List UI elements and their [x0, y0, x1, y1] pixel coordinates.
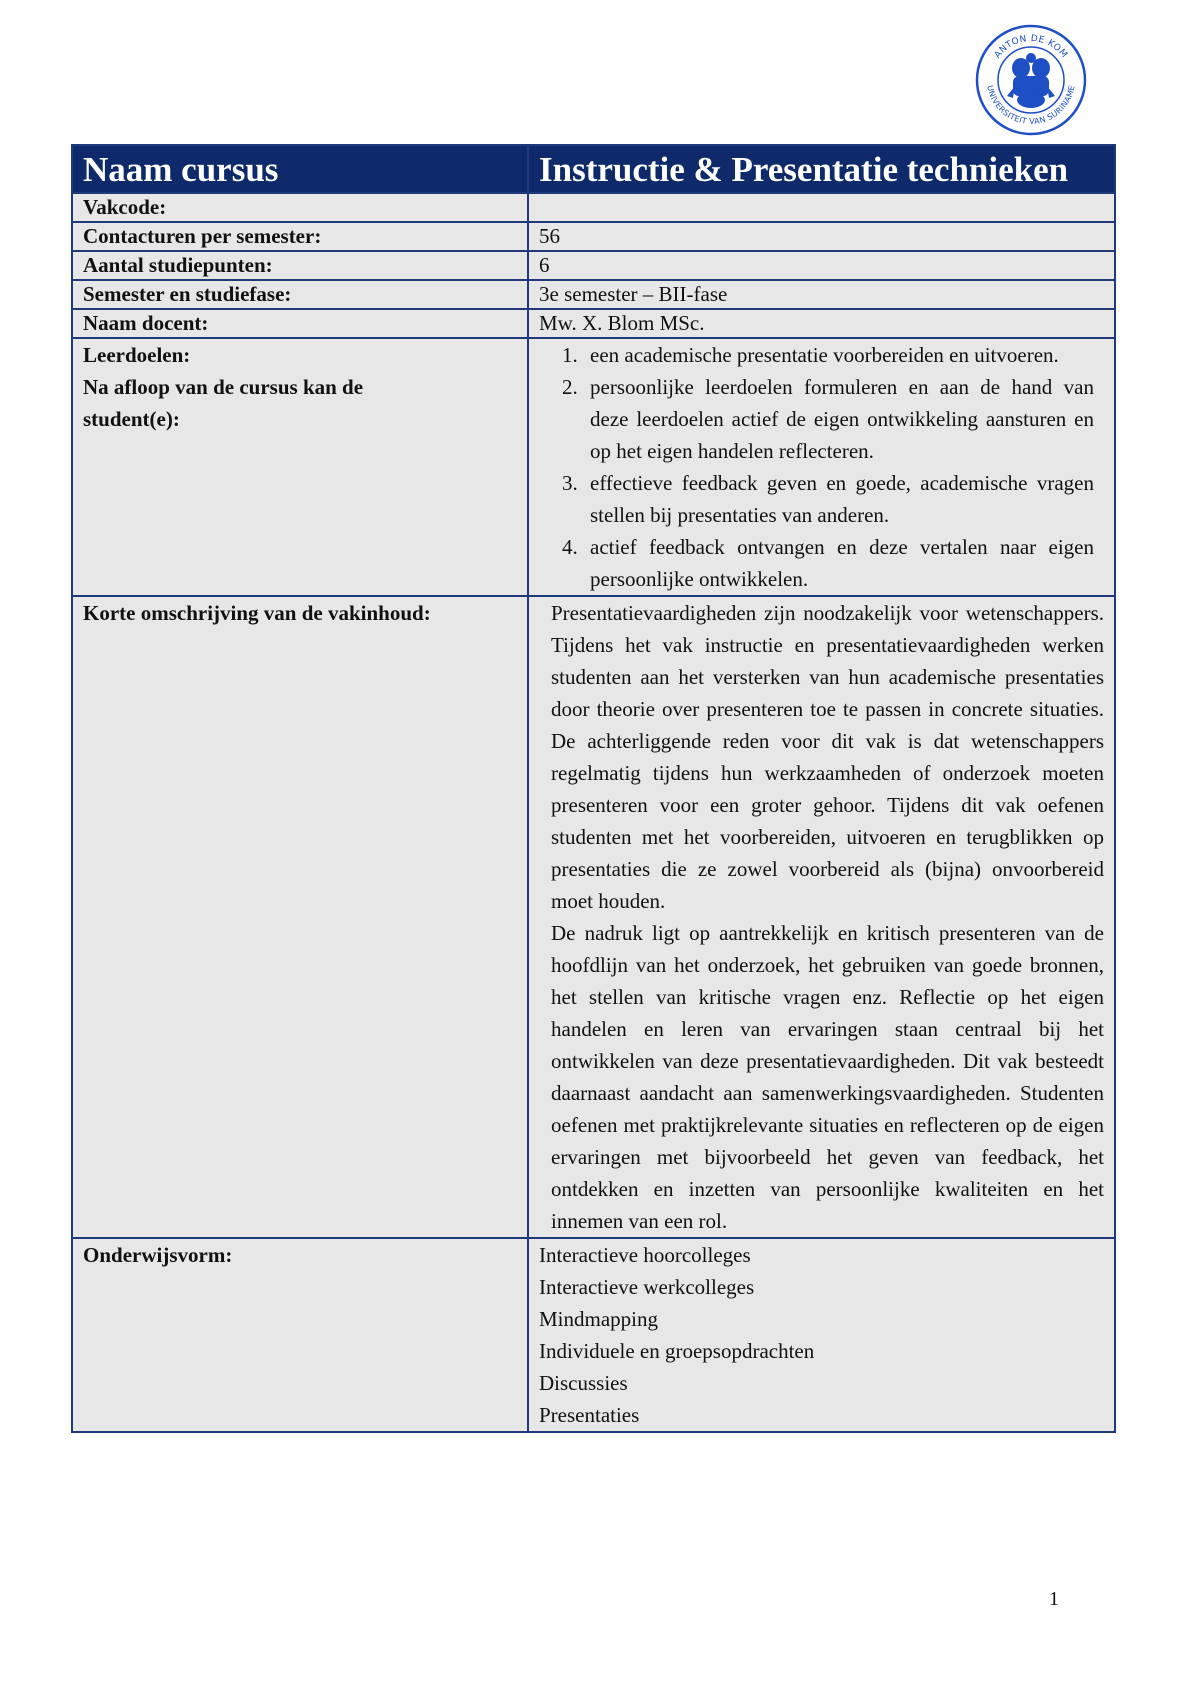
onderwijsvorm-label: Onderwijsvorm: [72, 1238, 528, 1432]
leerdoelen-list [539, 339, 1094, 595]
table-row [72, 309, 1115, 338]
list-item: een academische presentatie voorbereiden en uitvoeren. [590, 343, 1059, 367]
docent-value: Mw. X. Blom MSc. [528, 309, 1115, 338]
table-header-row [72, 145, 1115, 193]
studiepunten-label: Aantal studiepunten: [72, 251, 528, 280]
semester-label: Semester en studiefase: [72, 280, 528, 309]
list-item: persoonlijke leerdoelen formuleren en aan de hand van deze leerdoelen actief de eigen ontwikkeling aansturen en op het eigen handelen reflecteren. [590, 375, 1094, 463]
omschrijving-paragraph-1: Presentatievaardigheden zijn noodzakelijk voor wetenschappers. Tijdens het vak instructie en presentatievaardigheden werken studenten aan het versterken van hun academische presentaties door theorie over presenteren toe te passen in concrete situaties. De achterliggende reden voor dit vak is dat wetenschappers regelmatig tijdens hun werkzaamheden of onderzoek moeten presenteren voor een groter gehoor. Tijdens dit vak oefenen studenten met het voorbereiden, uitvoeren en terugblikken op presentaties die ze zowel voorbereid als (bijna) onvoorbereid moet houden. [551, 601, 1104, 913]
list-item: effectieve feedback geven en goede, academische vragen stellen bij presentaties van anderen. [590, 471, 1094, 527]
omschrijving-label: Korte omschrijving van de vakinhoud: [72, 596, 528, 1238]
vakcode-label: Vakcode: [72, 193, 528, 222]
contacturen-label: Contacturen per semester: [72, 222, 528, 251]
table-row [72, 251, 1115, 280]
table-row [72, 338, 1115, 596]
list-item: Mindmapping [539, 1307, 658, 1331]
vakcode-value [528, 193, 1115, 222]
omschrijving-cell [528, 596, 1115, 1238]
table-row [72, 280, 1115, 309]
course-name-label: Naam cursus [72, 145, 528, 193]
leerdoelen-cell [528, 338, 1115, 596]
table-row [72, 596, 1115, 1238]
list-item: Interactieve hoorcolleges [539, 1243, 751, 1267]
university-seal-logo [975, 24, 1087, 136]
studiepunten-value: 6 [528, 251, 1115, 280]
list-item: Individuele en groepsopdrachten [539, 1339, 815, 1363]
course-name-value: Instructie & Presentatie technieken [528, 145, 1115, 193]
course-info-table [71, 144, 1116, 1433]
list-item: actief feedback ontvangen en deze vertalen naar eigen persoonlijke ontwikkelen. [590, 535, 1094, 591]
list-item: Interactieve werkcolleges [539, 1275, 755, 1299]
docent-label: Naam docent: [72, 309, 528, 338]
page-number: 1 [1049, 1588, 1059, 1610]
leerdoelen-sublabel: Na afloop van de cursus kan de student(e): [83, 375, 364, 431]
onderwijsvorm-list [528, 1238, 1115, 1432]
leerdoelen-label: Leerdoelen: [83, 343, 191, 367]
seal-bottom-text: UNIVERSITEIT VAN SURINAME [985, 84, 1077, 127]
table-row [72, 222, 1115, 251]
omschrijving-paragraph-2: De nadruk ligt op aantrekkelijk en kritisch presenteren van de hoofdlijn van het onderzoek, het gebruiken van goede bronnen, het stellen van kritische vragen enz. Reflectie op het eigen handelen en leren van ervaringen staan centraal bij het ontwikkelen van deze presentatievaardigheden. Dit vak besteedt daarnaast aandacht aan samenwerkingsvaardigheden. Studenten oefenen met praktijkrelevante situaties en reflecteren op de eigen ervaringen met bijvoorbeeld het geven van feedback, het ontdekken en inzetten van persoonlijke kwaliteiten en het innemen van een rol. [551, 921, 1104, 1233]
semester-value: 3e semester – BII-fase [528, 280, 1115, 309]
contacturen-value: 56 [528, 222, 1115, 251]
list-item: Presentaties [539, 1403, 640, 1427]
list-item: Discussies [539, 1371, 628, 1395]
table-row [72, 193, 1115, 222]
table-row [72, 1238, 1115, 1432]
seal-top-text: ANTON DE KOM [992, 33, 1070, 61]
leerdoelen-label-cell [72, 338, 528, 596]
